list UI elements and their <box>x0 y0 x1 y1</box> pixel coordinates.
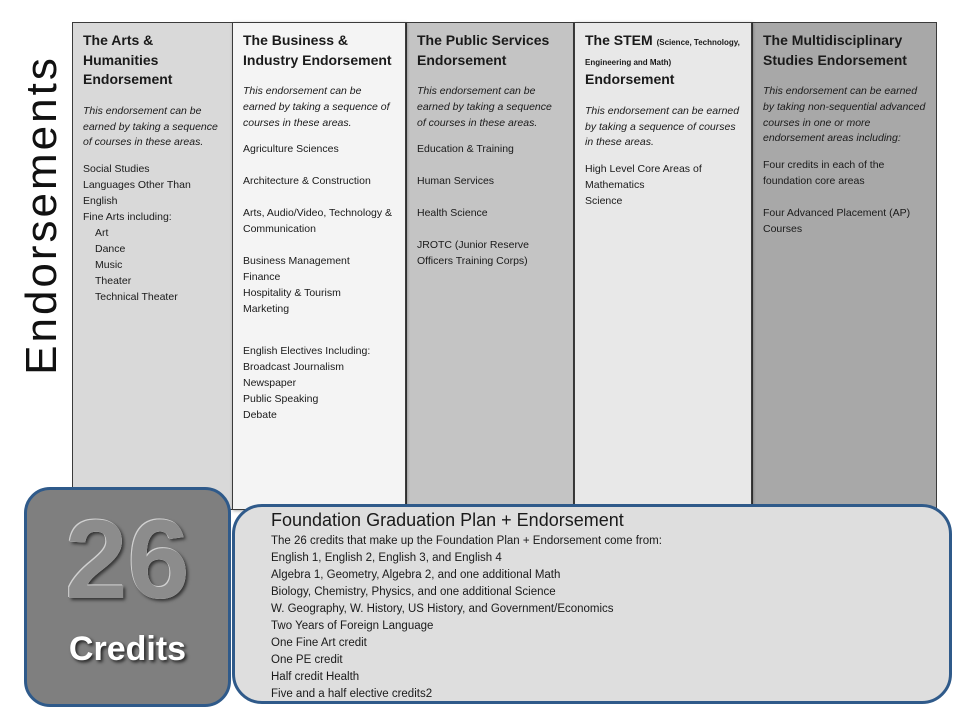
plan-line: English 1, English 2, English 3, and English 4 <box>271 552 502 564</box>
business-industry-column <box>232 22 406 510</box>
stem-title-end: Endorsement <box>585 71 675 88</box>
plan-line: Half credit Health <box>271 671 360 683</box>
plan-lines <box>271 533 949 703</box>
list-item: Dance <box>95 243 126 256</box>
plan-line: W. Geography, W. History, US History, and Government/Economics <box>271 603 614 615</box>
plan-line: Biology, Chemistry, Physics, and one additional Science <box>271 586 556 598</box>
list-item: Finance <box>243 271 281 284</box>
course-list <box>243 141 395 423</box>
plan-line: One PE credit <box>271 654 343 666</box>
column-intro: This endorsement can be earned by taking non-sequential advanced courses in one or more endorsement areas including: <box>763 85 926 145</box>
list-item: Hospitality & Tourism <box>243 287 341 300</box>
column-intro: This endorsement can be earned by taking a sequence of courses in these areas. <box>585 104 740 149</box>
list-item: Public Speaking <box>243 393 319 406</box>
column-intro: This endorsement can be earned by taking a sequence of courses in these areas. <box>243 85 390 129</box>
list-item: Four credits in each of the foundation core areas <box>763 159 885 188</box>
list-item: Human Services <box>417 175 495 188</box>
stem-title-main: The STEM <box>585 32 653 48</box>
plan-line: Two Years of Foreign Language <box>271 620 434 632</box>
plan-line: One Fine Art credit <box>271 637 367 649</box>
course-list <box>417 141 563 269</box>
list-item: Business Management <box>243 255 350 268</box>
list-item: Marketing <box>243 303 290 316</box>
list-item: Architecture & Construction <box>243 175 371 188</box>
stem-title-small: (Science, Technology, Engineering and Math) <box>585 38 740 67</box>
credits-number: 26 <box>65 497 190 622</box>
list-item: Music <box>95 259 123 272</box>
column-title: The Multidisciplinary Studies Endorsement <box>763 32 907 68</box>
list-item: Theater <box>95 275 132 288</box>
list-item: Agriculture Sciences <box>243 143 339 156</box>
endorsements-title-text: Endorsements <box>17 55 66 375</box>
list-item: Social Studies <box>83 163 150 176</box>
plan-line: Five and a half elective credits2 <box>271 688 433 700</box>
column-intro: This endorsement can be earned by taking a sequence of courses in these areas. <box>417 85 552 129</box>
stem-column <box>574 22 752 510</box>
plan-title: Foundation Graduation Plan + Endorsement <box>271 510 624 530</box>
list-item: Art <box>95 227 109 240</box>
endorsements-vertical-title <box>12 40 72 390</box>
column-title: The Public Services Endorsement <box>417 32 550 68</box>
course-list <box>585 161 741 209</box>
list-item: Newspaper <box>243 377 297 390</box>
list-item: English Electives Including: <box>243 345 371 358</box>
list-item: Fine Arts including: <box>83 211 172 224</box>
foundation-plan-box <box>232 504 952 704</box>
column-title: The Business & Industry Endorsement <box>243 32 392 68</box>
public-services-column <box>406 22 574 510</box>
list-item: Broadcast Journalism <box>243 361 344 374</box>
course-list <box>83 161 223 305</box>
plan-line: The 26 credits that make up the Foundation Plan + Endorsement come from: <box>271 535 662 547</box>
credits-badge <box>24 487 231 707</box>
list-item: JROTC (Junior Reserve Officers Training Corps) <box>417 239 530 268</box>
multidisciplinary-column <box>752 22 937 510</box>
column-title <box>585 31 741 90</box>
list-item: Technical Theater <box>95 291 178 304</box>
list-item: Health Science <box>417 207 488 220</box>
list-item: Arts, Audio/Video, Technology & Communication <box>243 207 393 236</box>
course-list <box>763 157 926 237</box>
list-item: Education & Training <box>417 143 514 156</box>
list-item: Debate <box>243 409 277 422</box>
list-item: High Level Core Areas of Mathematics <box>585 163 702 192</box>
credits-label: Credits <box>68 630 187 668</box>
list-item: Science <box>585 195 623 208</box>
column-title: The Arts & Humanities Endorsement <box>83 32 173 88</box>
list-item: Four Advanced Placement (AP) Courses <box>763 207 911 236</box>
plan-line: Algebra 1, Geometry, Algebra 2, and one additional Math <box>271 569 561 581</box>
list-item: Languages Other Than English <box>83 179 191 208</box>
arts-humanities-column <box>72 22 234 510</box>
column-intro: This endorsement can be earned by taking a sequence of courses in these areas. <box>83 104 218 149</box>
